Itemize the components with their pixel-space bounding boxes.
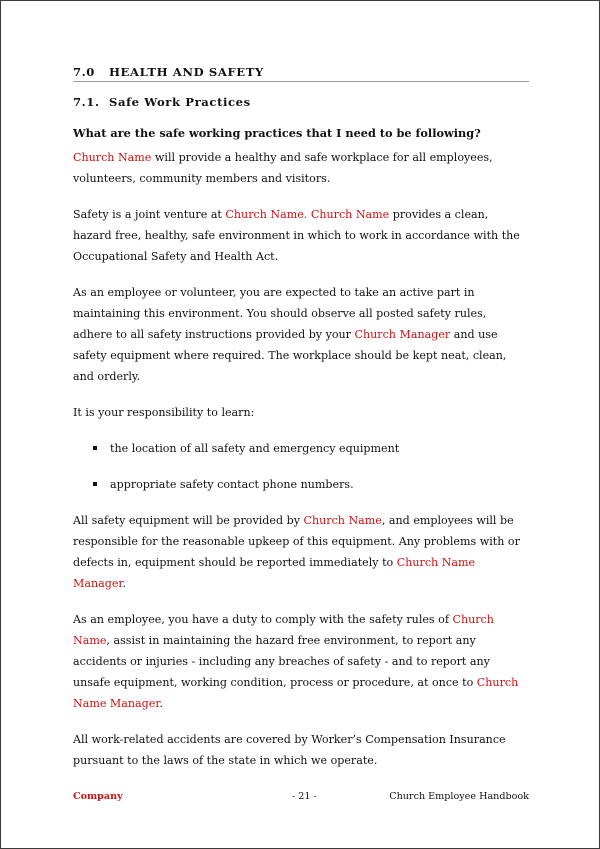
subsection-number: 7.1. <box>73 95 100 109</box>
subsection-title: Safe Work Practices <box>109 95 251 109</box>
list-item <box>73 438 529 459</box>
church-name-manager-placeholder: Church Name Manager <box>73 676 519 710</box>
paragraph-1 <box>73 147 529 189</box>
page-content <box>73 65 529 771</box>
paragraph-text: All safety equipment will be provided by <box>73 514 304 527</box>
responsibility-list <box>73 438 529 495</box>
paragraph-text: . <box>159 697 163 710</box>
church-name-placeholder: Church Name <box>303 514 382 527</box>
paragraph-text: As an employee or volunteer, you are expected to take an active part in maintaining this environment. You should observe all posted safety rules, adhere to all safety instructions provided by your <box>73 286 487 341</box>
church-name-placeholder: Church Name. <box>225 208 308 221</box>
paragraph-text: , and employees will be responsible for the reasonable upkeep of this equipment. Any problems with or defects in, equipment should be reported immediately to <box>73 514 520 569</box>
church-name-placeholder: Church Name <box>73 613 494 647</box>
page-footer <box>73 791 529 805</box>
list-item-text: the location of all safety and emergency equipment <box>110 442 400 455</box>
church-manager-placeholder: Church Manager <box>354 328 451 341</box>
footer-document-title: Church Employee Handbook <box>389 791 529 802</box>
bullet-icon <box>93 446 97 450</box>
paragraph-text: provides a clean, hazard free, healthy, safe environment in which to work in accordance with the Occupational Safety and Health Act. <box>73 208 520 263</box>
paragraph-text: . <box>122 577 127 590</box>
paragraph-text: Safety is a joint venture at <box>73 208 226 221</box>
paragraph-3 <box>73 282 529 387</box>
question-heading: What are the safe working practices that I need to be following? <box>73 126 481 140</box>
subsection-heading <box>73 95 529 109</box>
paragraph-2 <box>73 204 529 267</box>
church-name-placeholder: Church Name <box>73 151 152 164</box>
church-name-placeholder: Church Name <box>310 208 390 221</box>
paragraph-7: All work-related accidents are covered by Worker’s Compensation Insurance pursuant to the laws of the state in which we operate. <box>73 733 506 767</box>
list-item-text: appropriate safety contact phone numbers. <box>110 478 354 491</box>
section-number: 7.0 <box>73 65 95 79</box>
paragraph-5 <box>73 510 529 594</box>
section-title: HEALTH AND SAFETY <box>109 65 264 79</box>
paragraph-text: As an employee, you have a duty to comply with the safety rules of <box>73 613 453 626</box>
paragraph-text: will provide a healthy and safe workplace for all employees, volunteers, community members and visitors. <box>73 151 493 185</box>
section-heading <box>73 65 529 82</box>
bullet-icon <box>93 482 97 486</box>
footer-page-number: - 21 - <box>292 791 317 802</box>
footer-company: Company <box>73 791 123 802</box>
paragraph-6 <box>73 609 529 714</box>
list-item <box>73 474 529 495</box>
paragraph-4: It is your responsibility to learn: <box>73 406 255 419</box>
paragraph-text: and use safety equipment where required. The workplace should be kept neat, clean, and orderly. <box>73 328 507 383</box>
paragraph-text: , assist in maintaining the hazard free environment, to report any accidents or injuries - including any breaches of safety - and to report any unsafe equipment, working condition, process or procedure, at once to <box>73 634 490 689</box>
church-name-manager-placeholder: Church Name Manager <box>73 556 476 590</box>
